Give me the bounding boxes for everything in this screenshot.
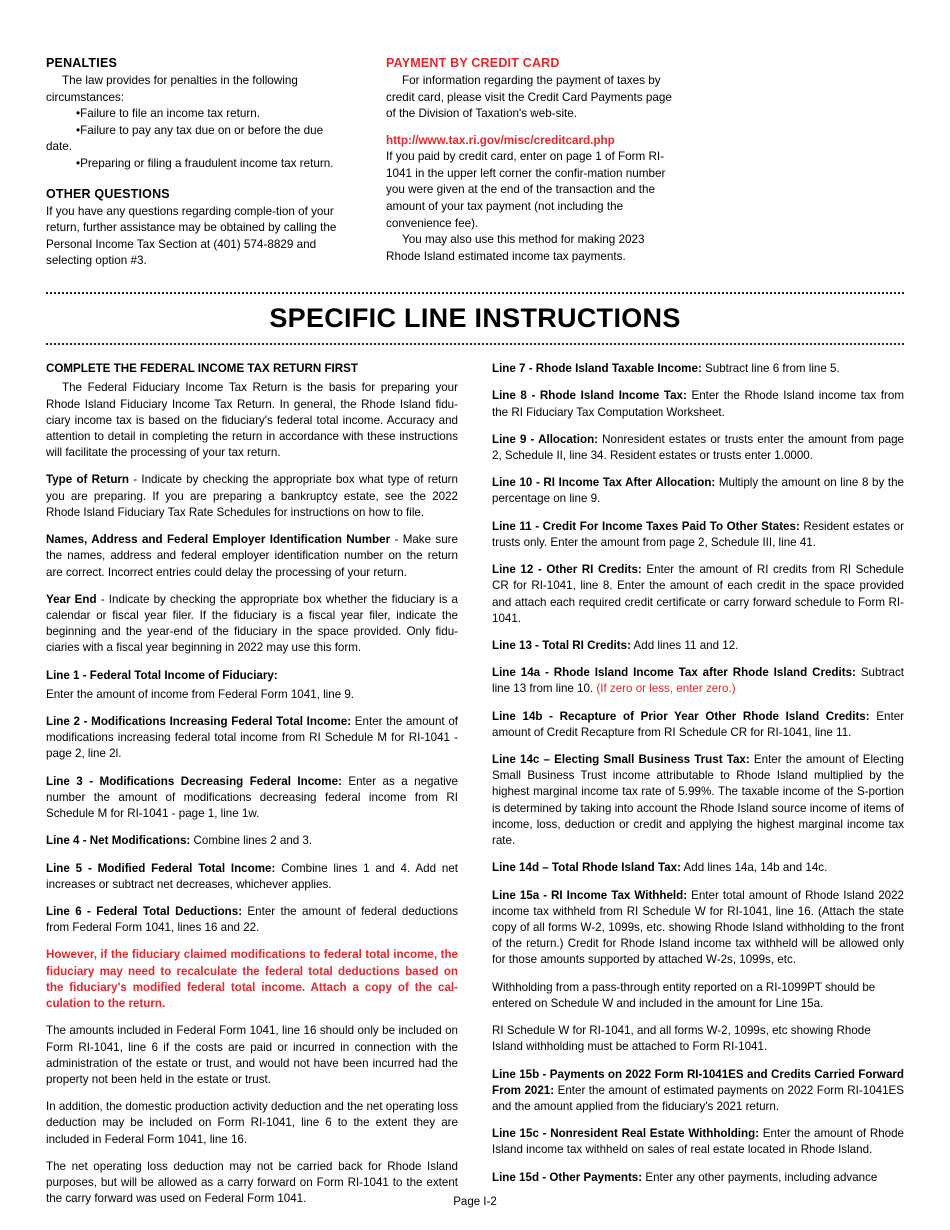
body-text: Combine lines 1 and 4. Add net increases or subtract net decreases, whichever applies.	[46, 861, 458, 891]
body-text: Add lines 14a, 14b and 14c.	[680, 861, 828, 875]
heading-text: Line 7 - Rhode Island Taxable Income:	[492, 362, 702, 376]
line-3-para	[46, 774, 458, 823]
body-text: Subtract line 13 from line 10.	[492, 666, 904, 696]
body-text: Enter total amount of Rhode Island 2022 income tax withheld from RI Schedule W for RI-1041, line 16. (Attach the state copy of all forms W-2, 1099s, etc. showing Rhode Island withholding to the front of the return.) Credit for Rhode Island income tax withheld will be allowed only for those amounts supported by attached W-2s, 1099s, etc.	[492, 888, 905, 967]
heading-text: Line 2 - Modifications Increasing Federal Total Income:	[46, 715, 352, 729]
heading-text: Line 15b - Payments on 2022 Form RI-1041ES and Credits Carried Forward From 2021:	[492, 1067, 904, 1097]
schedule-w-attach-note: RI Schedule W for RI-1041, and all forms W-2, 1099s, etc showing Rhode Island withholding must be attached to Form RI-1041.	[492, 1024, 871, 1054]
heading-text: Line 9 - Allocation:	[492, 432, 599, 446]
credit-card-body: For information regarding the payment of taxes by credit card, please visit the Credit Card Payments page of the Division of Taxation's web-site.	[386, 74, 672, 121]
penalties-bullet-2: •Failure to pay any tax due on or before the due date.	[46, 123, 324, 154]
instructions-body	[46, 361, 904, 1218]
other-questions-heading: OTHER QUESTIONS	[46, 186, 170, 201]
line-9-para	[492, 432, 904, 464]
penalties-intro: The law provides for penalties in the following circumstances:	[46, 74, 298, 104]
credit-card-estimated-body: You may also use this method for making 2023 Rhode Island estimated income tax payments.	[386, 233, 645, 263]
line-13-para	[492, 638, 904, 654]
year-end-para	[46, 592, 458, 657]
top-section	[46, 56, 904, 270]
heading-text: Line 14b - Recapture of Prior Year Other Rhode Island Credits:	[492, 709, 870, 723]
heading-text: Line 14a - Rhode Island Income Tax after Rhode Island Credits:	[492, 666, 856, 680]
heading-text: Line 13 - Total RI Credits:	[492, 638, 631, 652]
line-1-heading	[46, 668, 458, 684]
instructions-right-column	[492, 361, 904, 1218]
heading-text: Line 14d – Total Rhode Island Tax:	[492, 861, 681, 875]
penalties-bullet-1: •Failure to file an income tax return.	[76, 107, 261, 121]
body-text: Enter amount of Credit Recapture from RI Schedule CR for RI-1041, line 11.	[492, 709, 905, 739]
body-text: Enter the amount of RI credits from RI Schedule CR for RI-1041, line 8. Enter the amount of each credit in the space provided and attach each required credit certificate or carry forward schedule to Form RI-1041.	[492, 563, 905, 625]
line-2-para	[46, 714, 458, 763]
heading-text: Names, Address and Federal Employer Identification Number	[46, 533, 391, 547]
heading-text: Line 5 - Modified Federal Total Income:	[46, 861, 276, 875]
heading-text: Line 15c - Nonresident Real Estate Withholding:	[492, 1127, 760, 1141]
line-14c-para	[492, 752, 904, 849]
withholding-pass-through-note: Withholding from a pass-through entity reported on a RI-1099PT should be entered on Schedule W and included in the amount for Line 15a.	[492, 980, 876, 1010]
line-6-para	[46, 904, 458, 936]
heading-text: Line 12 - Other RI Credits:	[492, 563, 642, 577]
heading-text: Line 10 - RI Income Tax After Allocation:	[492, 476, 716, 490]
creditcard-url-link[interactable]: http://www.tax.ri.gov/misc/creditcard.php	[386, 133, 615, 147]
line-14b-para	[492, 709, 904, 741]
heading-text: Line 14c – Electing Small Business Trust Tax:	[492, 753, 750, 767]
penalties-heading: PENALTIES	[46, 56, 118, 70]
domestic-production-note: In addition, the domestic production activity deduction and the net operating loss deduction may be included on Form RI-1041, line 6 to the extent they are included in Federal Form 1041, line 16.	[46, 1100, 458, 1146]
body-text: Enter the amount of Electing Small Business Trust income attributable to Rhode Island multiplied by the highest marginal income tax rate of 5.99%. The taxable income of the S-portion is determined by taking into account the Rhode Island source income of items of income, loss, deduction or credit and applying the highest marginal income tax rate.	[492, 753, 904, 848]
penalties-bullet-3: •Preparing or filing a fraudulent income tax return.	[76, 157, 334, 171]
heading-text: Line 6 - Federal Total Deductions:	[46, 905, 243, 918]
payment-credit-card-heading: PAYMENT BY CREDIT CARD	[386, 56, 560, 70]
line-15b-para	[492, 1067, 904, 1116]
body-text: Enter the amount of modifications increasing federal total income from RI Schedule M for RI-1041 - page 2, line 2l.	[46, 715, 459, 761]
banner-title: SPECIFIC LINE INSTRUCTIONS	[269, 303, 681, 334]
line-11-para	[492, 519, 904, 551]
body-text: Combine lines 2 and 3.	[190, 834, 313, 848]
if-zero-note: (If zero or less, enter zero.)	[596, 682, 736, 696]
heading-text: Line 11 - Credit For Income Taxes Paid To Other States:	[492, 519, 800, 533]
heading-text: Line 1 - Federal Total Income of Fiduciary:	[46, 668, 278, 682]
heading-text: Line 15a - RI Income Tax Withheld:	[492, 888, 688, 902]
heading-text: Line 15d - Other Payments:	[492, 1170, 643, 1184]
body-text: The Federal Fiduciary Income Tax Return is the basis for preparing your Rhode Island Fiduciary Income Tax Return. In general, the Rhode Island fidu-ciary income tax is based on the fiduciary's federal total income. Accuracy and attention to detail in completing the return in accordance with these instructions will facilitate the processing of your tax return.	[46, 381, 458, 460]
body-text: - Indicate by checking the appropriate box what type of return you are preparing. If you are preparing a bankruptcy estate, see the 2022 Rhode Island Fiduciary Tax Rate Schedules for instructions on how to file.	[46, 473, 458, 519]
credit-card-paid-body: If you paid by credit card, enter on page 1 of Form RI-1041 in the upper left corner the confir-mation number you were given at the end of the transaction and the amount of your tax payment (not including the convenience fee).	[386, 150, 666, 230]
body-text: Subtract line 6 from line 5.	[701, 362, 840, 376]
body-text: Multiply the amount on line 8 by the percentage on line 9.	[492, 476, 904, 506]
line-1-text	[46, 687, 458, 703]
credit-card-column	[386, 56, 676, 270]
line-15d-para	[492, 1170, 904, 1186]
line-8-para	[492, 388, 904, 420]
line-4-para	[46, 833, 458, 849]
specific-line-instructions-banner	[46, 292, 904, 345]
body-text: Nonresident estates or trusts enter the amount from page 2, Schedule II, line 34. Resident estates or trusts enter 1.0000.	[492, 432, 904, 462]
body-text: Enter any other payments, including advance	[642, 1170, 878, 1184]
body-text: Resident estates or trusts only. Enter the amount from page 2, Schedule III, line 41.	[492, 519, 904, 549]
heading-text: COMPLETE THE FEDERAL INCOME TAX RETURN FIRST	[46, 362, 358, 376]
complete-federal-first-heading	[46, 361, 458, 377]
page-footer: Page I-2	[453, 1196, 497, 1208]
body-text: Enter as a negative number the amount of modifications decreasing federal income from RI Schedule M for RI-1041 - page 1, line 1w.	[46, 774, 458, 821]
however-recalculate-note: However, if the fiduciary claimed modifications to federal total income, the fiduciary may need to recalculate the federal total deductions based on the fiduciary's modified federal total income. Attach a copy of the cal-culation to the return.	[46, 948, 458, 1011]
body-text: - Indicate by checking the appropriate box whether the fiduciary is a calendar or fiscal year filer. If the fiduciary is a fiscal year filer, indicate the beginning and the year-end of the fiduciary in the space provided. Only fidu-ciaries with a fiscal year beginning in 2022 may use this form.	[46, 592, 458, 655]
heading-text: Type of Return	[46, 473, 129, 487]
heading-text: Line 4 - Net Modifications:	[46, 834, 191, 848]
heading-text: Year End	[46, 592, 97, 606]
body-text: Enter the amount of income from Federal Form 1041, line 9.	[46, 687, 355, 701]
instructions-left-column	[46, 361, 458, 1218]
type-of-return-para	[46, 472, 458, 521]
line-15c-para	[492, 1126, 904, 1158]
body-text: - Make sure the names, address and federal employer identification number on the return are correct. Incorrect entries could delay the processing of your return.	[46, 533, 458, 579]
line-10-para	[492, 475, 904, 507]
line-15a-para	[492, 888, 904, 969]
nol-carryback-note: The net operating loss deduction may not be carried back for Rhode Island purposes, but will be allowed as a carry forward on Form RI-1041 to the extent the carry forward was used on Federal Form 1041.	[46, 1159, 458, 1206]
body-text: Enter the amount of Rhode Island income tax withheld on sales of real estate located in Rhode Island.	[492, 1127, 905, 1157]
body-text: Enter the amount of federal deductions from Federal Form 1041, lines 16 and 22.	[46, 905, 458, 935]
heading-text: Line 8 - Rhode Island Income Tax:	[492, 389, 687, 403]
names-address-fein-para	[46, 532, 458, 581]
body-text: Enter the amount of estimated payments on 2022 Form RI-1041ES and the amount applied from the fiduciary's 2021 return.	[492, 1083, 905, 1113]
penalties-column	[46, 56, 346, 270]
banner-bottom-rule	[46, 343, 904, 345]
body-text: Add lines 11 and 12.	[630, 638, 739, 652]
line-12-para	[492, 562, 904, 627]
body-text: Enter the Rhode Island income tax from the RI Fiduciary Tax Computation Worksheet.	[492, 389, 904, 419]
line-5-para	[46, 861, 458, 893]
complete-federal-first-text	[46, 380, 458, 461]
amounts-included-note: The amounts included in Federal Form 1041, line 16 should only be included on Form RI-1041, line 6 if the costs are paid or incurred in connection with the administration of the estate or trust, and would not have been incurred had the property not been held in the estate or trust.	[46, 1024, 458, 1086]
line-14d-para	[492, 860, 904, 876]
line-14a-para	[492, 665, 904, 697]
other-questions-body: If you have any questions regarding comple-tion of your return, further assistance may be obtained by calling the Personal Income Tax Section at (401) 574-8829 and selecting option #3.	[46, 204, 337, 268]
heading-text: Line 3 - Modifications Decreasing Federal Income:	[46, 774, 342, 788]
line-7-para	[492, 361, 904, 377]
